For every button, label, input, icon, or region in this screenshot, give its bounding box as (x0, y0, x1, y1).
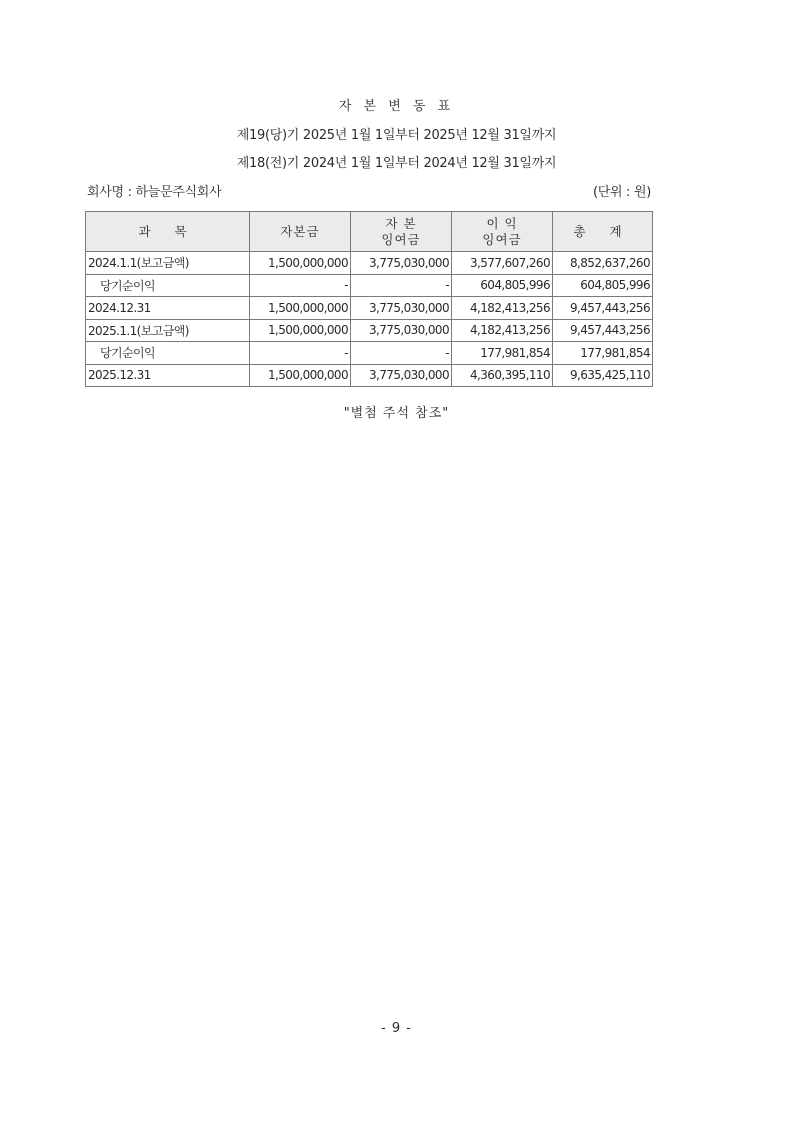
cell-total: 177,981,854 (553, 342, 653, 365)
row-label: 2025.12.31 (86, 364, 250, 387)
cell-surplus: - (351, 274, 452, 297)
notes-reference: "별첨 주석 참조" (343, 406, 450, 421)
cell-surplus: 3,775,030,000 (351, 319, 452, 342)
cell-retained: 3,577,607,260 (452, 252, 553, 275)
cell-surplus: 3,775,030,000 (351, 297, 452, 320)
cell-capital: 1,500,000,000 (250, 364, 351, 387)
table-row (86, 297, 653, 320)
cell-capital: - (250, 342, 351, 365)
row-label: 2025.1.1(보고금액) (86, 319, 250, 342)
page-number: - 9 - (381, 1021, 412, 1036)
row-label: 2024.1.1(보고금액) (86, 252, 250, 275)
table-row (86, 364, 653, 387)
cell-surplus: - (351, 342, 452, 365)
row-label: 2024.12.31 (86, 297, 250, 320)
header-capital-surplus-line1: 자 본 (385, 215, 417, 231)
table-header-row (86, 212, 653, 252)
equity-changes-table (85, 211, 653, 387)
header-item: 과 목 (86, 212, 250, 252)
document-title: 자 본 변 동 표 (338, 99, 455, 114)
cell-total: 604,805,996 (553, 274, 653, 297)
table-row (86, 319, 653, 342)
cell-capital: 1,500,000,000 (250, 252, 351, 275)
cell-surplus: 3,775,030,000 (351, 252, 452, 275)
cell-capital: 1,500,000,000 (250, 297, 351, 320)
row-label: 당기순이익 (86, 274, 250, 297)
cell-retained: 4,182,413,256 (452, 297, 553, 320)
cell-retained: 177,981,854 (452, 342, 553, 365)
unit-label: (단위 : 원) (592, 185, 651, 200)
cell-total: 9,457,443,256 (553, 297, 653, 320)
meta-row (87, 181, 651, 200)
header-capital: 자본금 (250, 212, 351, 252)
header-capital-surplus (351, 212, 452, 252)
cell-retained: 4,182,413,256 (452, 319, 553, 342)
cell-total: 9,635,425,110 (553, 364, 653, 387)
table-row (86, 252, 653, 275)
cell-total: 9,457,443,256 (553, 319, 653, 342)
header-retained-earnings (452, 212, 553, 252)
header-retained-line2: 잉여금 (482, 231, 522, 247)
period-current: 제19(당)기 2025년 1월 1일부터 2025년 12월 31일까지 (236, 128, 557, 143)
cell-retained: 604,805,996 (452, 274, 553, 297)
cell-retained: 4,360,395,110 (452, 364, 553, 387)
company-name: 회사명 : 하늘문주식회사 (87, 185, 222, 200)
header-capital-surplus-line2: 잉여금 (381, 231, 421, 247)
table-row (86, 342, 653, 365)
period-prior: 제18(전)기 2024년 1월 1일부터 2024년 12월 31일까지 (236, 156, 557, 171)
cell-total: 8,852,637,260 (553, 252, 653, 275)
cell-surplus: 3,775,030,000 (351, 364, 452, 387)
cell-capital: - (250, 274, 351, 297)
row-label: 당기순이익 (86, 342, 250, 365)
table-row (86, 274, 653, 297)
header-total: 총 계 (553, 212, 653, 252)
cell-capital: 1,500,000,000 (250, 319, 351, 342)
header-retained-line1: 이 익 (486, 215, 518, 231)
